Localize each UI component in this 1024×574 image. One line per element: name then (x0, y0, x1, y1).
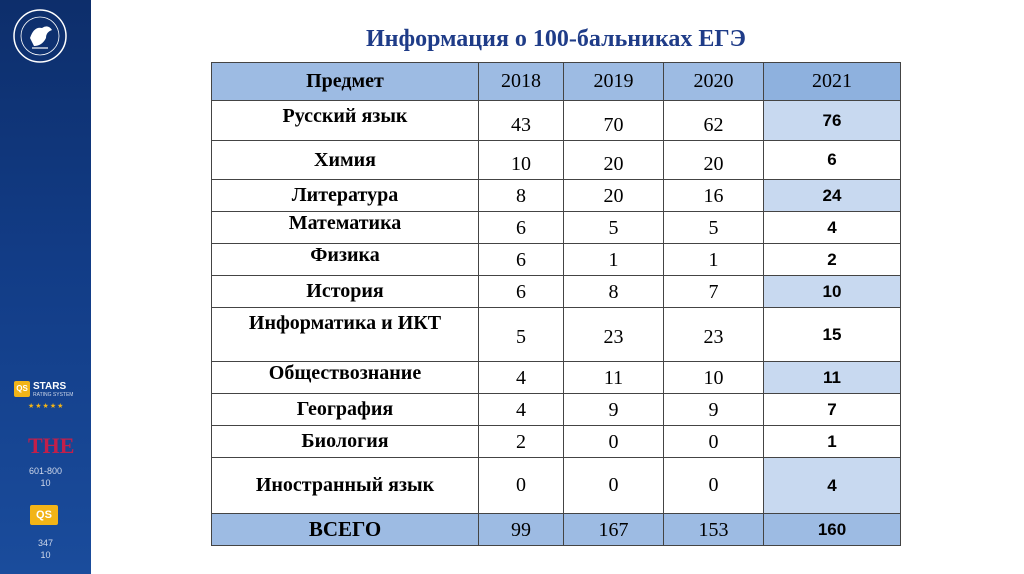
subject-cell: География (212, 394, 479, 426)
total-2019: 167 (564, 514, 664, 546)
results-table (211, 62, 901, 546)
value-2020: 62 (664, 101, 764, 141)
table-row (212, 394, 901, 426)
subject-cell: Русский язык (212, 101, 479, 141)
total-2018: 99 (479, 514, 564, 546)
value-2020: 5 (664, 212, 764, 244)
table-row (212, 308, 901, 362)
table-row (212, 276, 901, 308)
value-2021: 4 (764, 458, 901, 514)
value-2019: 1 (564, 244, 664, 276)
value-2021: 10 (764, 276, 901, 308)
subject-cell: Иностранный язык (212, 458, 479, 514)
subject-cell: Литература (212, 180, 479, 212)
table-row (212, 458, 901, 514)
table-row (212, 141, 901, 180)
sidebar (0, 0, 91, 574)
value-2021: 76 (764, 101, 901, 141)
value-2019: 11 (564, 362, 664, 394)
page-title: Информация о 100-бальниках ЕГЭ (366, 26, 746, 52)
qs-rank: 347 (37, 538, 54, 548)
stars-label: STARS (33, 381, 67, 392)
subject-cell: Биология (212, 426, 479, 458)
total-2021: 160 (764, 514, 901, 546)
header-2021: 2021 (764, 63, 901, 101)
header-2018: 2018 (479, 63, 564, 101)
value-2021: 15 (764, 308, 901, 362)
value-2018: 8 (479, 180, 564, 212)
subject-cell: Химия (212, 141, 479, 180)
value-2019: 23 (564, 308, 664, 362)
value-2019: 70 (564, 101, 664, 141)
value-2019: 0 (564, 426, 664, 458)
total-label: ВСЕГО (212, 514, 479, 546)
the-rank-sub: 10 (40, 478, 51, 488)
value-2020: 0 (664, 426, 764, 458)
value-2018: 4 (479, 394, 564, 426)
value-2018: 6 (479, 276, 564, 308)
star-rating-icon: ★★★★★ (28, 402, 65, 410)
value-2020: 7 (664, 276, 764, 308)
value-2020: 0 (664, 458, 764, 514)
value-2018: 5 (479, 308, 564, 362)
value-2020: 16 (664, 180, 764, 212)
value-2018: 10 (479, 141, 564, 180)
table-row (212, 426, 901, 458)
table-header-row (212, 63, 901, 101)
subject-cell: Физика (212, 244, 479, 276)
header-2019: 2019 (564, 63, 664, 101)
qs-stars-badge (14, 381, 78, 413)
qs-stars-icon: QS (14, 381, 30, 397)
table-row (212, 180, 901, 212)
table-row (212, 244, 901, 276)
the-rank: 601-800 (28, 466, 63, 476)
value-2020: 10 (664, 362, 764, 394)
value-2019: 20 (564, 141, 664, 180)
value-2018: 43 (479, 101, 564, 141)
subject-cell: История (212, 276, 479, 308)
the-ranking-logo: THE (28, 433, 75, 458)
value-2021: 24 (764, 180, 901, 212)
header-2020: 2020 (664, 63, 764, 101)
value-2019: 5 (564, 212, 664, 244)
value-2019: 9 (564, 394, 664, 426)
subject-cell: Информатика и ИКТ (212, 308, 479, 362)
subject-cell: Обществознание (212, 362, 479, 394)
qs-rank-sub: 10 (40, 550, 51, 560)
value-2019: 8 (564, 276, 664, 308)
value-2018: 2 (479, 426, 564, 458)
total-2020: 153 (664, 514, 764, 546)
value-2019: 0 (564, 458, 664, 514)
value-2018: 4 (479, 362, 564, 394)
qs-ranking-logo: QS (30, 505, 58, 525)
value-2020: 9 (664, 394, 764, 426)
value-2018: 0 (479, 458, 564, 514)
value-2021: 4 (764, 212, 901, 244)
table-total-row (212, 514, 901, 546)
table-row (212, 101, 901, 141)
value-2021: 7 (764, 394, 901, 426)
table-row (212, 212, 901, 244)
value-2020: 1 (664, 244, 764, 276)
header-subject: Предмет (212, 63, 479, 101)
table-row (212, 362, 901, 394)
stars-sub-label: RATING SYSTEM (33, 392, 74, 398)
value-2021: 6 (764, 141, 901, 180)
value-2020: 20 (664, 141, 764, 180)
value-2019: 20 (564, 180, 664, 212)
value-2018: 6 (479, 212, 564, 244)
value-2020: 23 (664, 308, 764, 362)
subject-cell: Математика (212, 212, 479, 244)
value-2018: 6 (479, 244, 564, 276)
value-2021: 1 (764, 426, 901, 458)
value-2021: 11 (764, 362, 901, 394)
university-logo (12, 8, 68, 64)
value-2021: 2 (764, 244, 901, 276)
